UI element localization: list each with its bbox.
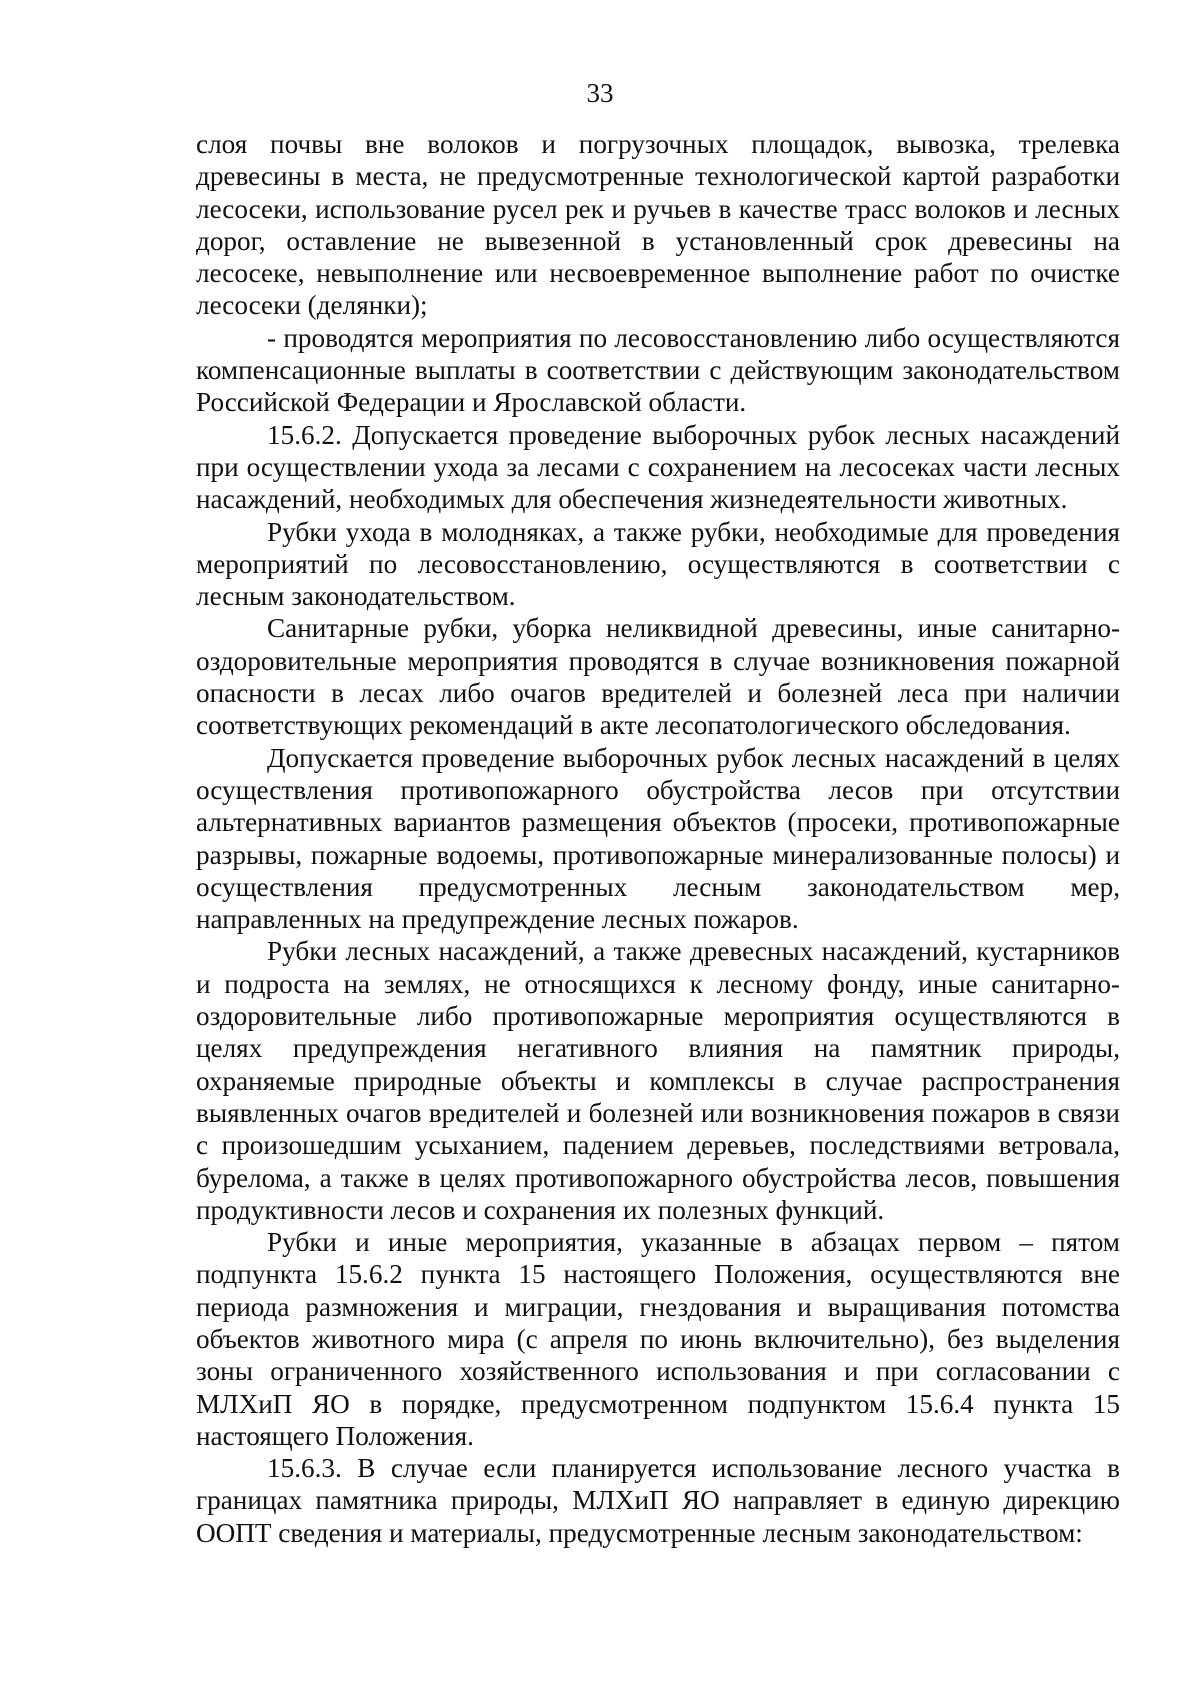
paragraph-continuation: слоя почвы вне волоков и погрузочных площадок, вывозка, трелевка древесины в места, не предусмотренные технологической картой разработки лесосеки, использование русел рек и ручьев в качестве трасс волоков и лесных дорог, оставление не вывезенной в установленный срок древесины на лесосеке, невыполнение или несвоевременное выполнение работ по очистке лесосеки (делянки); xyxy=(196,129,1120,321)
document-body xyxy=(196,128,1120,1549)
page-number: 33 xyxy=(586,78,614,108)
paragraph-timing-restrictions: Рубки и иные мероприятия, указанные в абзацах первом – пятом подпункта 15.6.2 пункта 15 настоящего Положения, осуществляются вне периода размножения и миграции, гнездования и выращивания потомства объектов животного мира (с апреля по июнь включительно), без выделения зоны ограниченного хозяйственного использования и при согласовании с МЛХиП ЯО в порядке, предусмотренном подпунктом 15.6.4 пункта 15 настоящего Положения. xyxy=(196,1227,1120,1451)
paragraph-compensation: - проводятся мероприятия по лесовосстановлению либо осуществляются компенсационные выплаты в соответствии с действующим законодательством Российской Федерации и Ярославской области. xyxy=(196,322,1120,418)
paragraph-fire-prevention: Допускается проведение выборочных рубок лесных насаждений в целях осуществления противопожарного обустройства лесов при отсутствии альтернативных вариантов размещения объектов (просеки, противопожарные разрывы, пожарные водоемы, противопожарные минерализованные полосы) и осуществления предусмотренных лесным законодательством мер, направленных на предупреждение лесных пожаров. xyxy=(196,742,1120,935)
paragraph-thinning: Рубки ухода в молодняках, а также рубки, необходимые для проведения мероприятий по лесовосстановлению, осуществляются в соответствии с лесным законодательством. xyxy=(196,516,1120,612)
paragraph-15-6-2: 15.6.2. Допускается проведение выборочных рубок лесных насаждений при осуществлении ухода за лесами с сохранением на лесосеках части лесных насаждений, необходимых для обеспечения жизнедеятельности животных. xyxy=(196,419,1120,515)
paragraph-15-6-3: 15.6.3. В случае если планируется использование лесного участка в границах памятника природы, МЛХиП ЯО направляет в единую дирекцию ООПТ сведения и материалы, предусмотренные лесным законодательством: xyxy=(196,1453,1120,1548)
paragraph-sanitary: Санитарные рубки, уборка неликвидной древесины, иные санитарно-оздоровительные мероприятия проводятся в случае возникновения пожарной опасности в лесах либо очагов вредителей и болезней леса при наличии соответствующих рекомендаций в акте лесопатологического обследования. xyxy=(196,613,1120,741)
paragraph-non-forest-lands: Рубки лесных насаждений, а также древесных насаждений, кустарников и подроста на землях, не относящихся к лесному фонду, иные санитарно-оздоровительные либо противопожарные мероприятия осуществляются в целях предупреждения негативного влияния на памятник природы, охраняемые природные объекты и комплексы в случае распространения выявленных очагов вредителей и болезней или возникновения пожаров в связи с произошедшим усыханием, падением деревьев, последствиями ветровала, бурелома, а также в целях противопожарного обустройства лесов, повышения продуктивности лесов и сохранения их полезных функций. xyxy=(196,936,1120,1225)
